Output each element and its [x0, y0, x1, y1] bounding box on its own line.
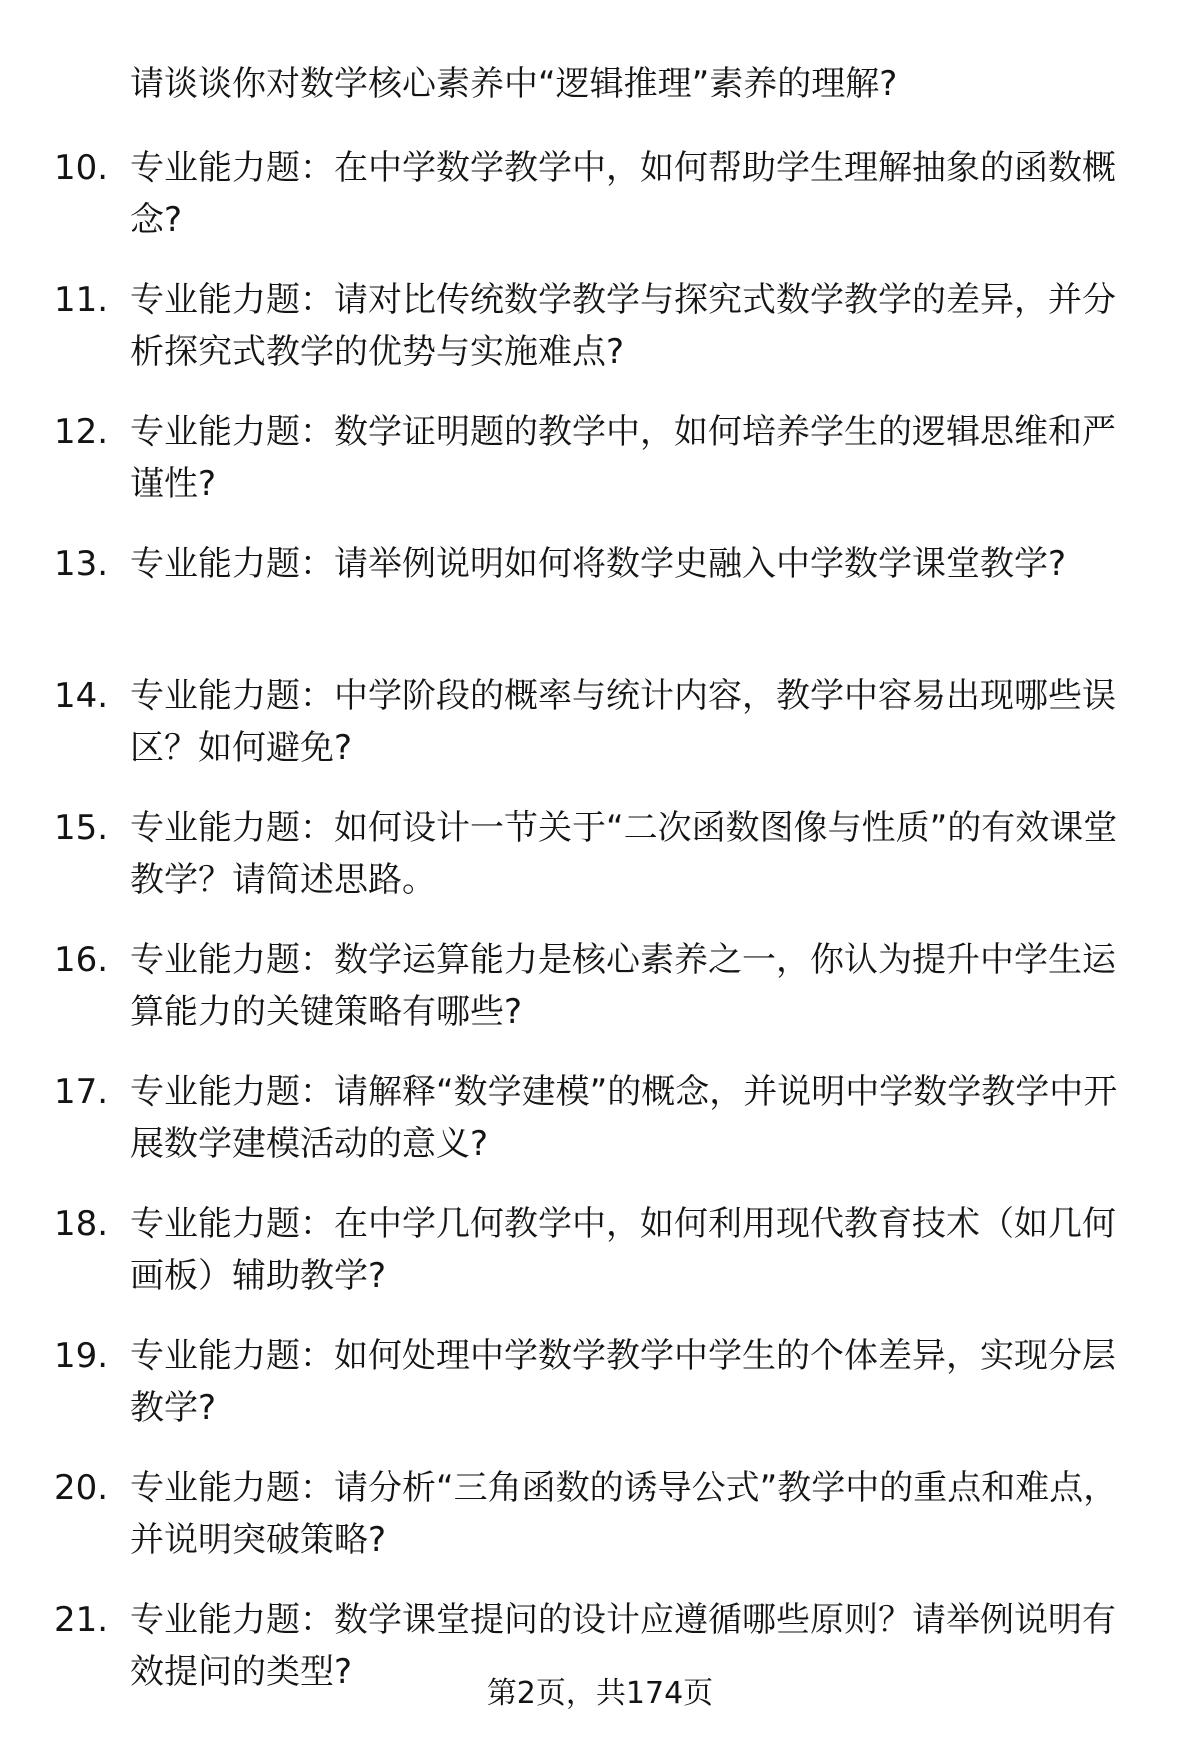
question-item	[0, 274, 1200, 378]
question-number: 10.	[54, 148, 109, 188]
question-item	[0, 1198, 1200, 1302]
question-list	[0, 142, 1200, 1726]
question-item	[0, 670, 1200, 774]
question-text: 专业能力题：数学课堂提问的设计应遵循哪些原则？请举例说明有效提问的类型?	[130, 1600, 1116, 1692]
question-number: 20.	[54, 1468, 109, 1508]
question-text: 专业能力题：请举例说明如何将数学史融入中学数学课堂教学?	[130, 544, 1067, 584]
question-text: 专业能力题：请解释“数学建模”的概念，并说明中学数学教学中开展数学建模活动的意义?	[130, 1072, 1118, 1164]
question-item	[0, 802, 1200, 906]
question-continuation-text: 请谈谈你对数学核心素养中“逻辑推理”素养的理解?	[130, 64, 898, 104]
question-item	[0, 1330, 1200, 1434]
question-number: 18.	[54, 1204, 109, 1244]
question-text: 专业能力题：数学证明题的教学中，如何培养学生的逻辑思维和严谨性?	[130, 412, 1116, 504]
question-number: 13.	[54, 544, 109, 584]
question-number: 14.	[54, 676, 109, 716]
question-text: 专业能力题：请分析“三角函数的诱导公式”教学中的重点和难点，并说明突破策略?	[130, 1468, 1118, 1560]
question-item	[0, 406, 1200, 510]
question-item	[0, 934, 1200, 1038]
question-item	[0, 538, 1200, 642]
question-item	[0, 1066, 1200, 1170]
question-text: 专业能力题：中学阶段的概率与统计内容，教学中容易出现哪些误区？如何避免?	[130, 676, 1116, 768]
question-number: 15.	[54, 808, 109, 848]
question-number: 21.	[54, 1600, 109, 1640]
question-item	[0, 142, 1200, 246]
question-text: 专业能力题：如何设计一节关于“二次函数图像与性质”的有效课堂教学？请简述思路。	[130, 808, 1118, 900]
question-number: 12.	[54, 412, 109, 452]
question-number: 16.	[54, 940, 109, 980]
question-number: 17.	[54, 1072, 109, 1112]
page-footer: 第2页，共174页	[486, 1676, 714, 1711]
question-number: 11.	[54, 280, 109, 320]
question-text: 专业能力题：请对比传统数学教学与探究式数学教学的差异，并分析探究式教学的优势与实施难点?	[130, 280, 1116, 372]
question-text: 专业能力题：在中学数学教学中，如何帮助学生理解抽象的函数概念?	[130, 148, 1116, 240]
question-text: 专业能力题：数学运算能力是核心素养之一，你认为提升中学生运算能力的关键策略有哪些?	[130, 940, 1116, 1032]
question-number: 19.	[54, 1336, 109, 1376]
question-text: 专业能力题：在中学几何教学中，如何利用现代教育技术（如几何画板）辅助教学?	[130, 1204, 1116, 1296]
question-text: 专业能力题：如何处理中学数学教学中学生的个体差异，实现分层教学?	[130, 1336, 1116, 1428]
question-item	[0, 1462, 1200, 1566]
